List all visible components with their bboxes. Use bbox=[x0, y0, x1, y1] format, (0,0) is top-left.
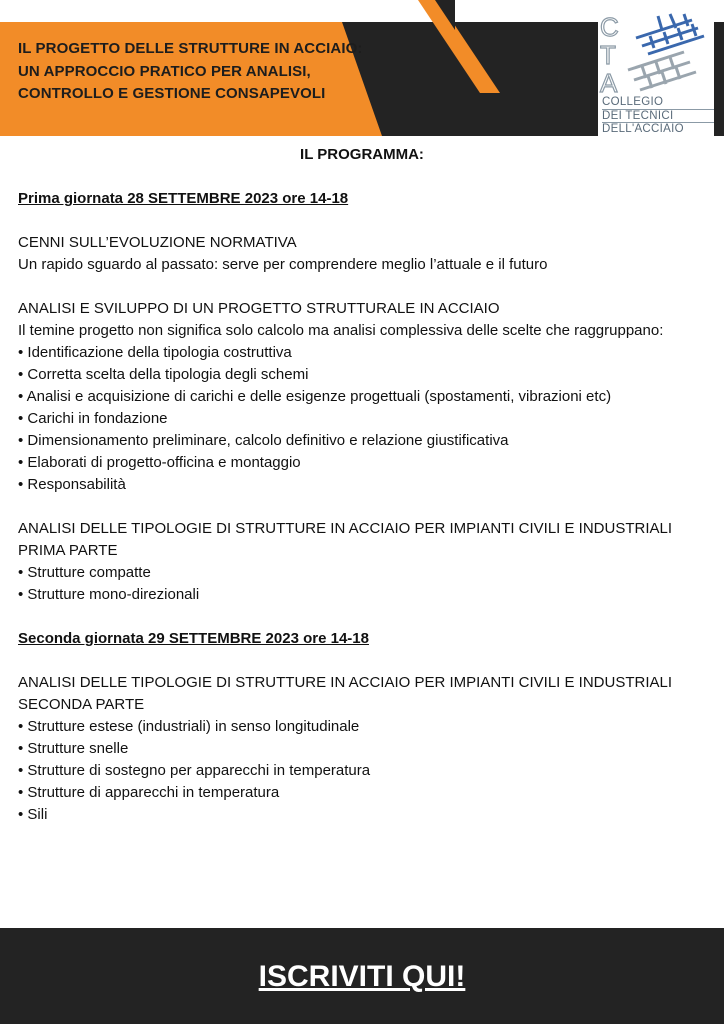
list-item: • Sili bbox=[18, 806, 48, 823]
list-item: • Identificazione della tipologia costruttiva bbox=[18, 344, 292, 361]
logo-letter-t: T bbox=[600, 40, 616, 70]
day1-section1-title: CENNI SULL’EVOLUZIONE NORMATIVA bbox=[18, 234, 297, 251]
list-item: • Strutture di sostegno per apparecchi in temperatura bbox=[18, 762, 371, 779]
list-item: • Strutture snelle bbox=[18, 740, 129, 757]
program-heading: IL PROGRAMMA: bbox=[300, 146, 424, 163]
day1-title: Prima giornata 28 SETTEMBRE 2023 ore 14-18 bbox=[18, 190, 349, 207]
event-title: IL PROGETTO DELLE STRUTTURE IN ACCIAIO: UN APPROCCIO PRATICO PER ANALISI, CONTROLLO E GESTIONE CONSAPEVOLI bbox=[18, 40, 363, 102]
list-item: • Corretta scelta della tipologia degli schemi bbox=[18, 366, 309, 383]
day1-section2-text: Il temine progetto non significa solo calcolo ma analisi complessiva delle scelte che raggruppano: bbox=[18, 322, 664, 339]
logo-line-collegio: COLLEGIO bbox=[602, 96, 714, 110]
title-banner bbox=[0, 22, 382, 136]
logo-letter-a: A bbox=[600, 68, 618, 96]
day2-section1-title: ANALISI DELLE TIPOLOGIE DI STRUTTURE IN ACCIAIO PER IMPIANTI CIVILI E INDUSTRIALI bbox=[18, 674, 673, 691]
list-item: • Dimensionamento preliminare, calcolo definitivo e relazione giustificativa bbox=[18, 432, 509, 449]
day1-section1-text: Un rapido sguardo al passato: serve per comprendere meglio l’attuale e il futuro bbox=[18, 256, 548, 273]
cta-logo bbox=[598, 12, 714, 140]
list-item: • Strutture di apparecchi in temperatura bbox=[18, 784, 280, 801]
day1-section3-title: ANALISI DELLE TIPOLOGIE DI STRUTTURE IN ACCIAIO PER IMPIANTI CIVILI E INDUSTRIALI bbox=[18, 520, 673, 537]
list-item: • Elaborati di progetto-officina e montaggio bbox=[18, 454, 301, 471]
list-item: • Carichi in fondazione bbox=[18, 410, 168, 427]
logo-line-tecnici: DEI TECNICI bbox=[602, 110, 714, 124]
day2-title: Seconda giornata 29 SETTEMBRE 2023 ore 14-18 bbox=[18, 630, 369, 647]
day2-section1-part: SECONDA PARTE bbox=[18, 696, 145, 713]
program-content bbox=[18, 144, 706, 826]
list-item: • Strutture compatte bbox=[18, 564, 151, 581]
list-item: • Responsabilità bbox=[18, 476, 126, 493]
logo-line-acciaio: DELL'ACCIAIO bbox=[602, 123, 684, 135]
list-item: • Strutture mono-direzionali bbox=[18, 586, 200, 603]
day1-section3-part: PRIMA PARTE bbox=[18, 542, 118, 559]
list-item: • Analisi e acquisizione di carichi e delle esigenze progettuali (spostamenti, vibrazioni etc) bbox=[18, 388, 612, 405]
logo-letter-c: C bbox=[600, 12, 619, 42]
orange-diagonal-stripe bbox=[395, 0, 505, 100]
register-link[interactable]: ISCRIVITI QUI! bbox=[258, 960, 466, 993]
day1-section2-title: ANALISI E SVILUPPO DI UN PROGETTO STRUTTURALE IN ACCIAIO bbox=[18, 300, 500, 317]
list-item: • Strutture estese (industriali) in senso longitudinale bbox=[18, 718, 360, 735]
